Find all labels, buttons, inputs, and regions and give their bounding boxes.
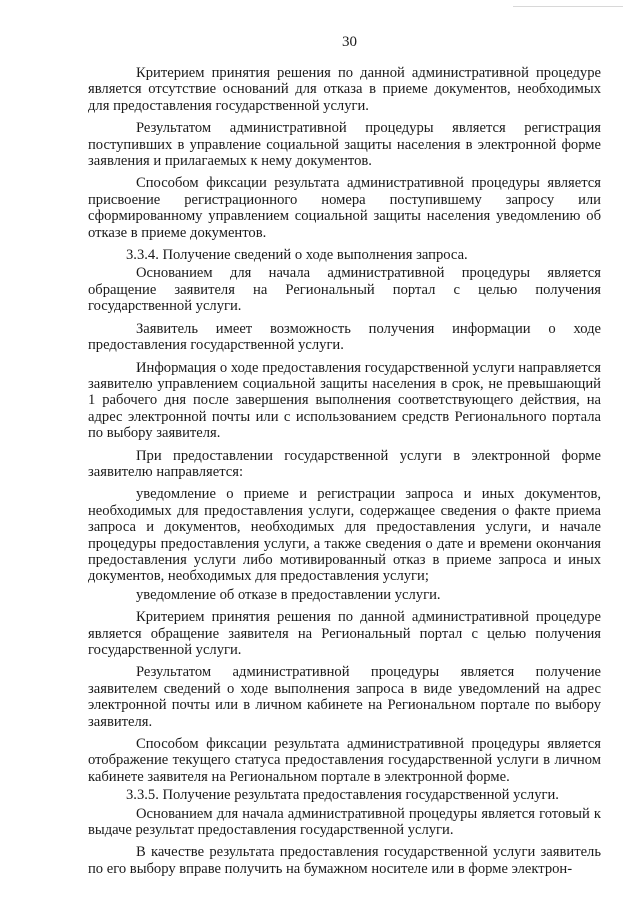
list-item-notification-refusal: уведомление об отказе в предоставлении услуги. <box>136 586 441 603</box>
paragraph-fixation-1: Способом фиксации результата административной процедуры является присвоение регистрационного номера поступившему запросу или сформированному управлением социальной защиты населения уведомлению об отказе в приеме документов. <box>88 175 601 241</box>
paragraph-result-1: Результатом административной процедуры является регистрация поступивших в управление социальной защиты населения в электронной форме заявления и прилагаемых к нему документов. <box>88 120 601 170</box>
paragraph-basis-1: Основанием для начала административной процедуры является обращение заявителя на Региональный портал с целью получения государственной услуги. <box>88 265 601 315</box>
scan-edge-line <box>513 6 623 7</box>
paragraph-criterion-1: Критерием принятия решения по данной административной процедуре является отсутствие оснований для отказа в приеме документов, необходимых для предоставления государственной услуги. <box>88 65 601 114</box>
paragraph-electronic-form-intro: При предоставлении государственной услуги в электронной форме заявителю направляется: <box>88 447 601 480</box>
paragraph-result-options: В качестве результата предоставления государственной услуги заявитель по его выбору вправе получить на бумажном носителе или в форме электрон- <box>88 844 601 877</box>
paragraph-result-2: Результатом административной процедуры является получение заявителем сведений о ходе выполнения запроса в виде уведомлений на адрес электронной почты или в личном кабинете на Региональном портале по выбору заявителя. <box>88 664 601 730</box>
section-heading-3-3-5: 3.3.5. Получение результата предоставления государственной услуги. <box>126 787 559 804</box>
paragraph-fixation-2: Способом фиксации результата административной процедуры является отображение текущего статуса предоставления государственной услуги в личном кабинете заявителя на Региональном портале в электронной форме. <box>88 736 601 785</box>
page-number: 30 <box>342 34 357 50</box>
paragraph-criterion-2: Критерием принятия решения по данной административной процедуре является обращение заявителя на Региональный портал с целью получения государственной услуги. <box>88 609 601 658</box>
paragraph-basis-2: Основанием для начала административной процедуры является готовый к выдаче результат предоставления государственной услуги. <box>88 805 601 839</box>
list-item-notification-receipt: уведомление о приеме и регистрации запроса и иных документов, необходимых для предоставления услуги, содержащее сведения о факте приема запроса и документов, необходимых для предоставления услуги, и начале процедуры предоставления услуги, а также сведения о дате и времени окончания предоставления услуги либо мотивированный отказ в приеме запроса и иных документов, необходимых для предоставления услуги; <box>88 486 601 585</box>
paragraph-progress-info: Информация о ходе предоставления государственной услуги направляется заявителю управлением социальной защиты населения в срок, не превышающий 1 рабочего дня после завершения выполнения соответствующего действия, на адрес электронной почты или с использованием средств Регионального портала по выбору заявителя. <box>88 359 601 442</box>
paragraph-applicant-possibility: Заявитель имеет возможность получения информации о ходе предоставления государственной услуги. <box>88 320 601 354</box>
section-heading-3-3-4: 3.3.4. Получение сведений о ходе выполнения запроса. <box>126 247 468 264</box>
